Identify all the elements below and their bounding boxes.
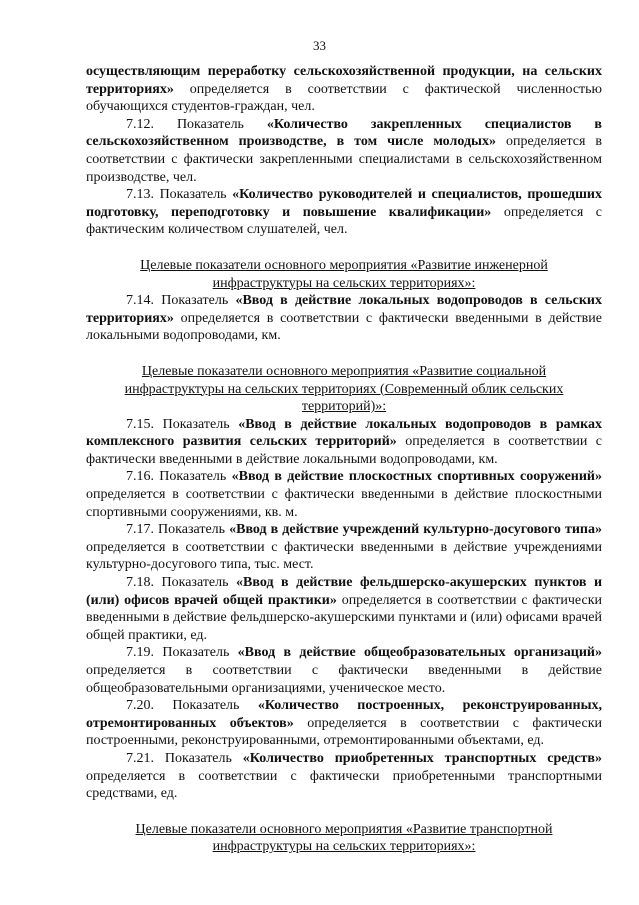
paragraph-text: определяется в соответствии с фактически введенными в действие локальными водопроводами, км.	[86, 310, 602, 344]
indicator-name: осуществляющим переработку сельскохозяйственной продукции, на сельских территориях»	[86, 64, 602, 97]
section-heading	[86, 363, 602, 416]
indicator-name: «Ввод в действие общеобразовательных организаций»	[237, 645, 603, 661]
indicator-paragraph	[86, 116, 602, 186]
section-heading-line: инфраструктуры на сельских территориях»:	[212, 839, 476, 855]
section-heading-line: территорий)»:	[301, 399, 387, 415]
indicator-paragraph	[86, 574, 602, 644]
indicator-paragraph	[86, 416, 602, 469]
indicator-name: «Количество приобретенных транспортных средств»	[242, 750, 602, 766]
indicator-name: «Количество закрепленных специалистов в сельскохозяйственном производстве, в том числе молодых»	[86, 116, 602, 150]
paragraph-text: определяется в соответствии с фактически введенными в действие плоскостными спортивными сооружениями, кв. м.	[86, 487, 602, 520]
document-body	[86, 63, 602, 856]
indicator-paragraph	[86, 468, 602, 521]
paragraph-text: определяется с фактическим количеством слушателей, чел.	[86, 204, 602, 238]
section-spacer	[86, 239, 602, 257]
section-heading	[86, 821, 602, 856]
section-heading-line: инфраструктуры на сельских территориях (Современный облик сельских	[124, 381, 564, 397]
paragraph-text: 7.17. Показатель	[126, 522, 230, 538]
paragraph-text: 7.16. Показатель	[126, 469, 232, 485]
paragraph-text: 7.15. Показатель	[126, 416, 239, 432]
indicator-paragraph	[86, 644, 602, 697]
section-heading-line: Целевые показатели основного мероприятия «Развитие социальной	[141, 363, 547, 379]
paragraph-text: 7.21. Показатель	[126, 750, 243, 766]
indicator-paragraph	[86, 697, 602, 750]
paragraph-text: определяется в соответствии с фактически приобретенными транспортными средствами, ед.	[86, 768, 602, 802]
page-number: 33	[313, 38, 326, 53]
indicator-name: «Ввод в действие плоскостных спортивных сооружений»	[231, 469, 602, 485]
paragraph-text: 7.13. Показатель	[126, 187, 233, 203]
indicator-name: «Ввод в действие фельдшерско-акушерских пунктов и (или) офисов врачей общей практики»	[86, 575, 603, 608]
paragraph-text: 7.19. Показатель	[126, 645, 238, 661]
paragraph-text: 7.12. Показатель	[126, 116, 267, 132]
paragraph-text: определяется в соответствии с фактически введенными в действие фельдшерско-акушерскими пунктами и (или) офисами врачей общей практики, ед.	[86, 592, 602, 643]
section-heading-line: Целевые показатели основного мероприятия «Развитие транспортной	[135, 821, 553, 837]
paragraph-text: определяется в соответствии с фактически введенными в действие учреждениями культурно-досугового типа, тыс. мест.	[86, 539, 602, 573]
section-spacer	[86, 345, 602, 363]
section-spacer	[86, 803, 602, 821]
paragraph-text: 7.18. Показатель	[126, 575, 237, 591]
indicator-name: «Количество построенных, реконструированных, отремонтированных объектов»	[86, 698, 603, 731]
indicator-name: «Количество руководителей и специалистов, прошедших подготовку, переподготовку и повышение квалификации»	[86, 187, 602, 220]
indicator-paragraph	[86, 63, 602, 116]
paragraph-text: 7.20. Показатель	[126, 698, 258, 714]
paragraph-text: определяется в соответствии с фактически построенными, реконструированными, отремонтированными объектами, ед.	[86, 715, 602, 749]
paragraph-text: определяется в соответствии с фактически введенными в действие локальными водопроводами, км.	[86, 434, 602, 467]
section-heading-line: Целевые показатели основного мероприятия «Развитие инженерной	[140, 257, 548, 273]
paragraph-text: определяется в соответствии с фактически введенными в действие общеобразовательными организациями, ученическое место.	[86, 663, 602, 696]
indicator-paragraph	[86, 292, 602, 345]
paragraph-text: определяется в соответствии с фактически закрепленными специалистами в сельскохозяйственном производстве, чел.	[86, 134, 602, 185]
indicator-paragraph	[86, 750, 602, 803]
indicator-name: «Ввод в действие учреждений культурно-досугового типа»	[229, 522, 602, 538]
indicator-name: «Ввод в действие локальных водопроводов в сельских территориях»	[86, 293, 602, 326]
paragraph-text: 7.14. Показатель	[126, 293, 236, 309]
indicator-paragraph	[86, 186, 602, 239]
paragraph-text: определяется в соответствии с фактической численностью обучающихся студентов-граждан, чел.	[86, 81, 602, 115]
section-heading	[86, 257, 602, 292]
indicator-name: «Ввод в действие локальных водопроводов в рамках комплексного развития сельских территорий»	[86, 416, 603, 450]
indicator-paragraph	[86, 521, 602, 574]
section-heading-line: инфраструктуры на сельских территориях»:	[212, 275, 476, 291]
